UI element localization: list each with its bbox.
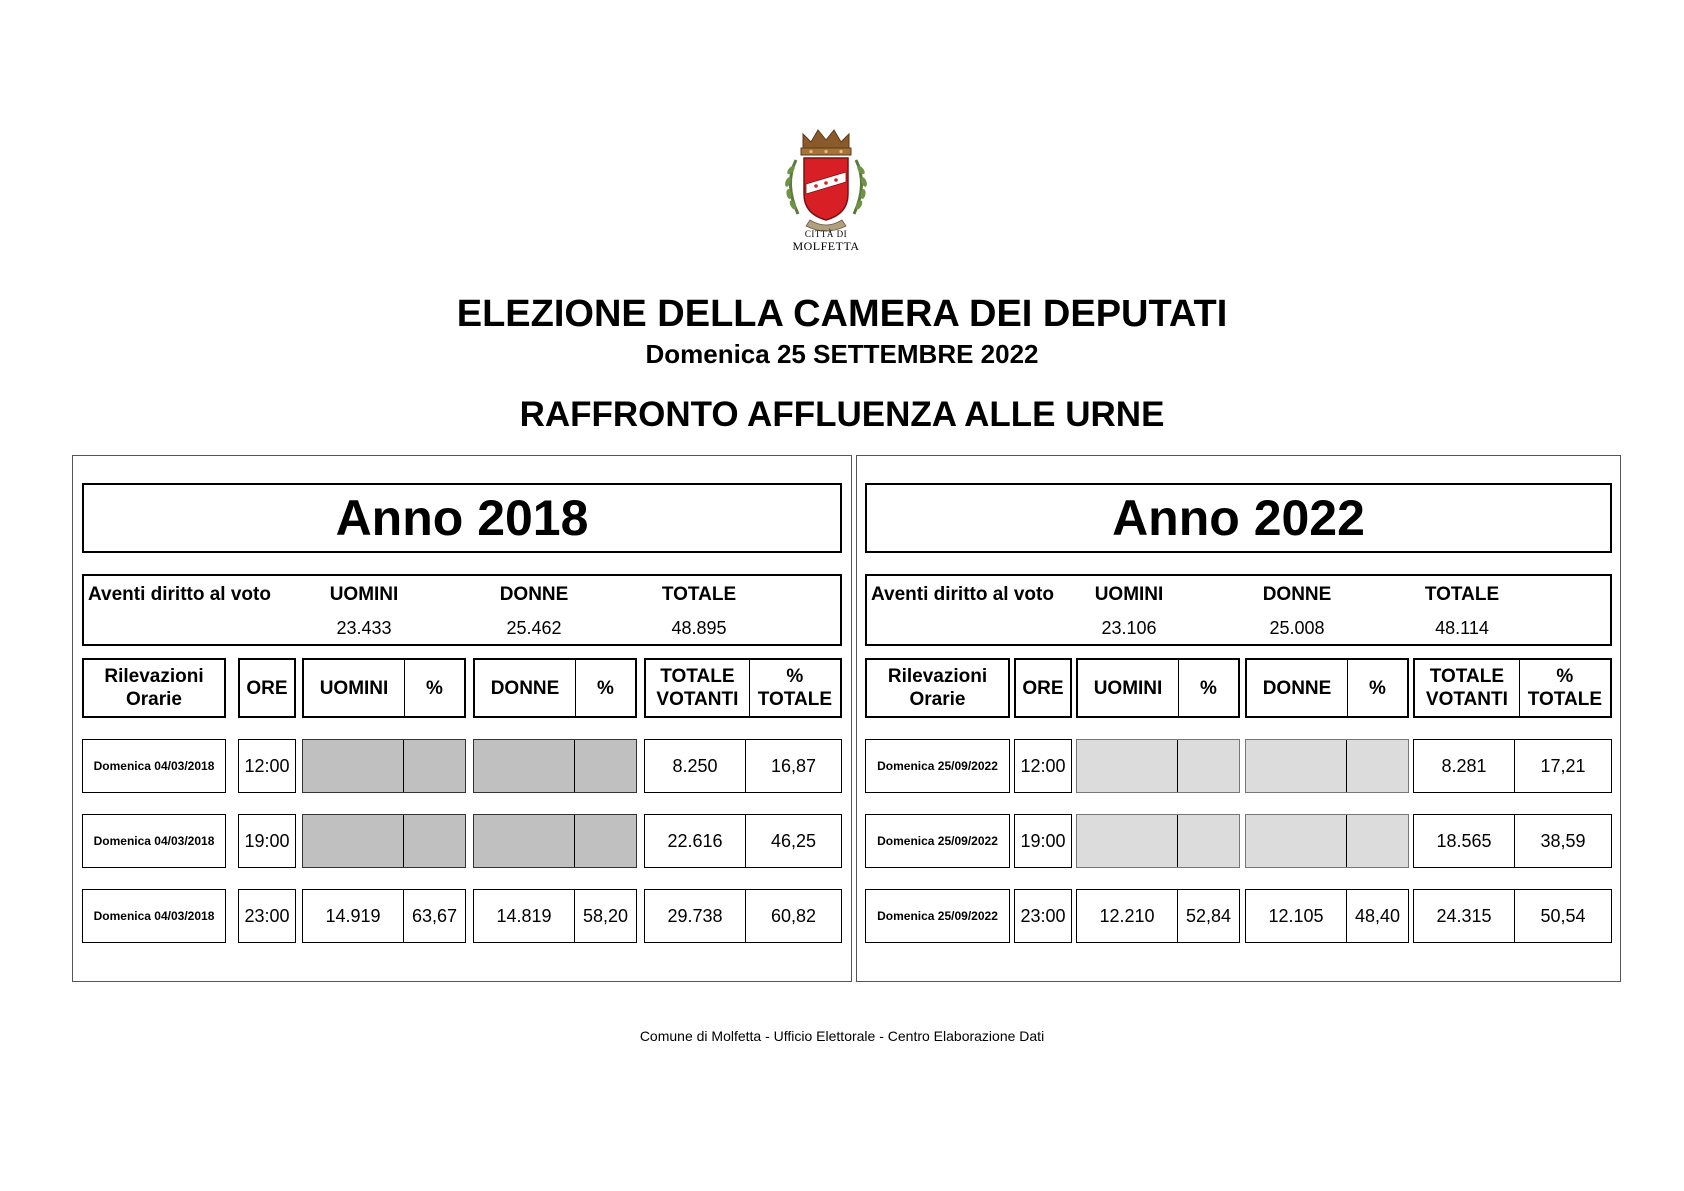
header-men-pct: % — [1178, 660, 1238, 716]
row-men-pct — [1177, 815, 1239, 867]
header-total-group — [644, 658, 842, 718]
eligible-label: Aventi diritto al voto — [88, 584, 271, 605]
crest-caption-line1: CITTÀ DI — [804, 229, 848, 239]
row-men: 14.919 — [325, 905, 381, 926]
row-total: 8.281 — [1441, 755, 1487, 776]
header-pct-total: % TOTALE — [1519, 660, 1610, 716]
row-men-group — [302, 739, 466, 793]
eligible-men-header: UOMINI — [1094, 584, 1164, 605]
header-men-group — [302, 658, 466, 718]
row-men-pct — [1177, 740, 1239, 792]
row-total: 29.738 — [667, 905, 723, 926]
year-title-2018: Anno 2018 — [82, 483, 842, 553]
election-date: Domenica 25 SETTEMBRE 2022 — [645, 339, 1039, 369]
eligible-total-value: 48.114 — [1435, 618, 1489, 638]
row-time: 19:00 — [238, 814, 296, 868]
header-women: DONNE — [490, 677, 560, 699]
row-date: Domenica 25/09/2022 — [865, 739, 1010, 793]
row-women-pct — [574, 740, 636, 792]
header-surveys: Rilevazioni Orarie — [82, 658, 226, 718]
eligible-women-header: DONNE — [1262, 584, 1332, 605]
row-time: 12:00 — [238, 739, 296, 793]
row-women: 14.819 — [496, 905, 552, 926]
row-time: 12:00 — [1014, 739, 1072, 793]
row-men: 12.210 — [1099, 905, 1155, 926]
row-men-pct — [403, 740, 465, 792]
row-total-pct: 38,59 — [1514, 815, 1611, 867]
row-total-pct: 46,25 — [745, 815, 841, 867]
row-total-group — [644, 739, 842, 793]
row-total-group — [1413, 814, 1612, 868]
row-total-pct: 16,87 — [745, 740, 841, 792]
row-date: Domenica 04/03/2018 — [82, 739, 226, 793]
row-women-pct — [1346, 815, 1408, 867]
row-total-group — [644, 889, 842, 943]
header-total-group — [1413, 658, 1612, 718]
row-men-group — [1076, 814, 1240, 868]
row-men-group — [302, 814, 466, 868]
header-total-voters: TOTALE VOTANTI — [656, 666, 739, 710]
eligible-men-header: UOMINI — [329, 584, 399, 605]
row-men — [303, 740, 403, 792]
header-men: UOMINI — [319, 677, 389, 699]
header-women: DONNE — [1262, 677, 1332, 699]
eligible-total-header: TOTALE — [661, 584, 737, 605]
row-women: 12.105 — [1268, 905, 1324, 926]
row-total-group — [1413, 889, 1612, 943]
row-women-group — [473, 814, 637, 868]
row-men-pct: 63,67 — [403, 890, 465, 942]
row-women-group — [1245, 889, 1409, 943]
row-date: Domenica 25/09/2022 — [865, 814, 1010, 868]
row-women — [1246, 740, 1346, 792]
eligible-women-header: DONNE — [499, 584, 569, 605]
eligible-voters-box-2022 — [865, 574, 1612, 646]
header-women-group — [473, 658, 637, 718]
crest-caption — [760, 228, 892, 252]
row-women-pct — [1346, 740, 1408, 792]
header-women-group — [1245, 658, 1409, 718]
eligible-men-value: 23.433 — [336, 618, 392, 638]
crest-caption-line2: MOLFETTA — [792, 239, 860, 253]
row-women-group — [1245, 739, 1409, 793]
row-total-pct: 50,54 — [1514, 890, 1611, 942]
row-men-pct: 52,84 — [1177, 890, 1239, 942]
row-total: 24.315 — [1436, 905, 1492, 926]
header-women-pct: % — [1347, 660, 1407, 716]
row-total: 22.616 — [667, 830, 723, 851]
row-time: 23:00 — [1014, 889, 1072, 943]
eligible-women-value: 25.008 — [1269, 618, 1325, 638]
row-women — [474, 740, 574, 792]
row-time: 19:00 — [1014, 814, 1072, 868]
row-date: Domenica 04/03/2018 — [82, 889, 226, 943]
row-women-group — [1245, 814, 1409, 868]
row-women-group — [473, 739, 637, 793]
row-total-pct: 17,21 — [1514, 740, 1611, 792]
header-hours: ORE — [1014, 658, 1072, 718]
eligible-voters-box-2018 — [82, 574, 842, 646]
header-men-pct: % — [404, 660, 464, 716]
eligible-women-value: 25.462 — [506, 618, 562, 638]
row-time: 23:00 — [238, 889, 296, 943]
eligible-label: Aventi diritto al voto — [871, 584, 1054, 605]
row-men-group — [1076, 739, 1240, 793]
header-men: UOMINI — [1093, 677, 1163, 699]
row-men-group — [1076, 889, 1240, 943]
row-women-pct: 58,20 — [574, 890, 636, 942]
row-total-group — [644, 814, 842, 868]
header-men-group — [1076, 658, 1240, 718]
row-men — [303, 815, 403, 867]
header-hours: ORE — [238, 658, 296, 718]
row-women-group — [473, 889, 637, 943]
header-women-pct: % — [575, 660, 635, 716]
footer-text: Comune di Molfetta - Ufficio Elettorale - Centro Elaborazione Dati — [639, 1028, 1045, 1044]
row-women — [1246, 815, 1346, 867]
row-total-group — [1413, 739, 1612, 793]
header-surveys: Rilevazioni Orarie — [865, 658, 1010, 718]
row-women — [474, 815, 574, 867]
eligible-men-value: 23.106 — [1101, 618, 1157, 638]
header-total-voters: TOTALE VOTANTI — [1425, 666, 1508, 710]
row-total: 18.565 — [1436, 830, 1492, 851]
row-women-pct: 48,40 — [1346, 890, 1408, 942]
row-men — [1077, 815, 1177, 867]
row-men-group — [302, 889, 466, 943]
eligible-total-value: 48.895 — [671, 618, 727, 638]
row-women-pct — [574, 815, 636, 867]
page-subtitle: RAFFRONTO AFFLUENZA ALLE URNE — [519, 395, 1165, 434]
row-total-pct: 60,82 — [745, 890, 841, 942]
row-date: Domenica 25/09/2022 — [865, 889, 1010, 943]
page-title: ELEZIONE DELLA CAMERA DEI DEPUTATI — [456, 293, 1228, 335]
year-title-2022: Anno 2022 — [865, 483, 1612, 553]
row-men — [1077, 740, 1177, 792]
eligible-total-header: TOTALE — [1424, 584, 1500, 605]
row-date: Domenica 04/03/2018 — [82, 814, 226, 868]
row-men-pct — [403, 815, 465, 867]
row-total: 8.250 — [672, 755, 718, 776]
header-pct-total: % TOTALE — [749, 660, 840, 716]
